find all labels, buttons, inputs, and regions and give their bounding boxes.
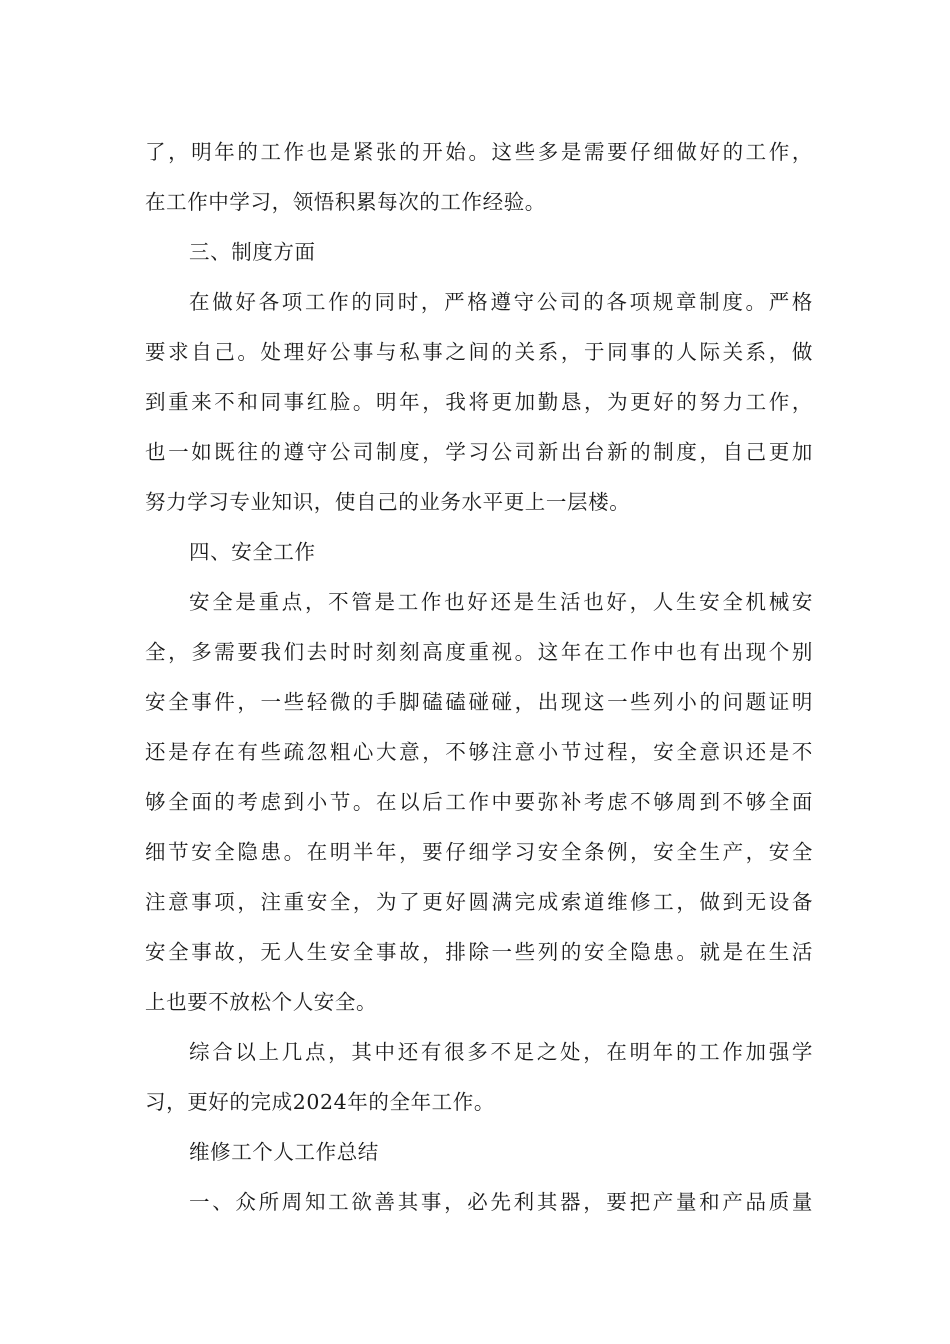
paragraph-intro-continuation: [145, 127, 813, 227]
text-line: 上也要不放松个人安全。: [145, 990, 378, 1014]
heading-text: 维修工个人工作总结: [189, 1140, 379, 1164]
text-line: 安全是重点，不管是工作也好还是生活也好，人生安全机械安: [189, 590, 813, 614]
text-line: 还是存在有些疏忽粗心大意，不够注意小节过程，安全意识还是不: [145, 740, 813, 764]
section-heading-system: [145, 227, 813, 277]
text-line: 了，明年的工作也是紧张的开始。这些多是需要仔细做好的工作，: [145, 140, 813, 164]
text-line: 一、众所周知工欲善其事，必先利其器，要把产量和产品质量: [189, 1190, 813, 1214]
text-line: 习，更好的完成2024年的全年工作。: [145, 1090, 495, 1114]
text-line: 在做好各项工作的同时，严格遵守公司的各项规章制度。严格: [189, 290, 813, 314]
heading-text: 四、安全工作: [189, 540, 316, 564]
text-line: 要求自己。处理好公事与私事之间的关系，于同事的人际关系，做: [145, 340, 813, 364]
text-line: 努力学习专业知识，使自己的业务水平更上一层楼。: [145, 490, 631, 514]
paragraph-summary: [145, 1027, 813, 1127]
paragraph-first-point: [145, 1177, 813, 1227]
paragraph-safety: [145, 577, 813, 1027]
text-line: 在工作中学习，领悟积累每次的工作经验。: [145, 190, 546, 214]
text-line: 安全事件，一些轻微的手脚磕磕碰碰，出现这一些列小的问题证明: [145, 690, 813, 714]
text-line: 全，多需要我们去时时刻刻高度重视。这年在工作中也有出现个别: [145, 640, 813, 664]
text-line: 够全面的考虑到小节。在以后工作中要弥补考虑不够周到不够全面: [145, 790, 813, 814]
heading-text: 三、制度方面: [189, 240, 316, 264]
paragraph-system: [145, 277, 813, 527]
text-line: 综合以上几点，其中还有很多不足之处，在明年的工作加强学: [189, 1040, 813, 1064]
text-line: 也一如既往的遵守公司制度，学习公司新出台新的制度，自己更加: [145, 440, 813, 464]
document-body: [145, 127, 813, 1227]
text-line: 到重来不和同事红脸。明年，我将更加勤恳，为更好的努力工作，: [145, 390, 813, 414]
document-subtitle: [145, 1127, 813, 1177]
text-line: 细节安全隐患。在明半年，要仔细学习安全条例，安全生产，安全: [145, 840, 813, 864]
text-line: 注意事项，注重安全，为了更好圆满完成索道维修工，做到无设备: [145, 890, 813, 914]
text-line: 安全事故，无人生安全事故，排除一些列的安全隐患。就是在生活: [145, 940, 813, 964]
section-heading-safety: [145, 527, 813, 577]
